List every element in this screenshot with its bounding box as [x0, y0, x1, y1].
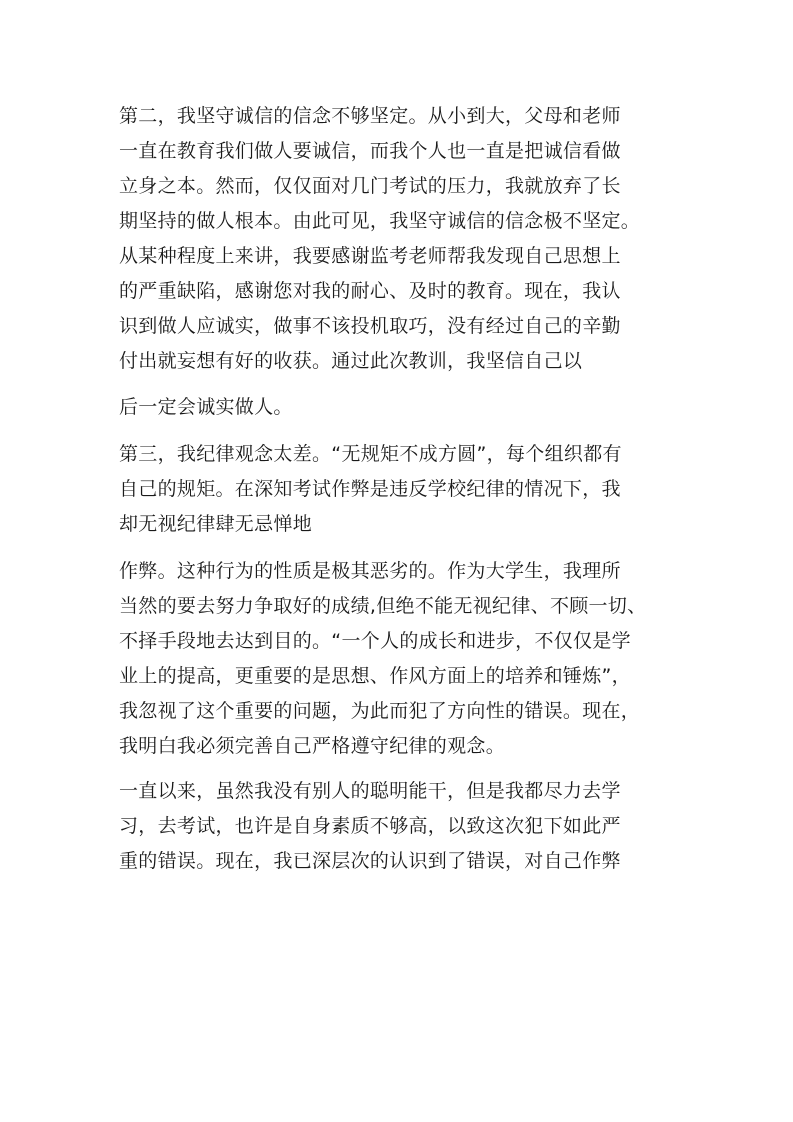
paragraph-1-line-7: 识到做人应诚实，做事不该投机取巧，没有经过自己的辛勤: [119, 315, 621, 337]
paragraph-4-line-2: 当然的要去努力争取好的成绩,但绝不能无视纪律、不顾一切、: [119, 595, 647, 617]
paragraph-3-line-2: 自己的规矩。在深知考试作弊是违反学校纪律的情况下，我: [119, 478, 621, 500]
paragraph-1-line-4: 期坚持的做人根本。由此可见，我坚守诚信的信念极不坚定。: [119, 210, 641, 232]
paragraph-4-line-3: 不择手段地去达到目的。“一个人的成长和进步，不仅仅是学: [119, 630, 631, 652]
paragraph-4-line-6: 我明白我必须完善自己严格遵守纪律的观念。: [119, 735, 506, 757]
paragraph-5-line-3: 重的错误。现在，我已深层次的认识到了错误，对自己作弊: [119, 850, 621, 872]
paragraph-2-line-1: 后一定会诚实做人。: [119, 396, 293, 418]
paragraph-4-line-1: 作弊。这种行为的性质是极其恶劣的。作为大学生，我理所: [119, 560, 621, 582]
paragraph-1-line-5: 从某种程度上来讲，我要感谢监考老师帮我发现自己思想上: [119, 245, 621, 267]
paragraph-3-line-3: 却无视纪律肆无忌惮地: [119, 513, 313, 535]
paragraph-3-line-1: 第三，我纪律观念太差。“无规矩不成方圆”，每个组织都有: [119, 443, 622, 465]
paragraph-1-line-8: 付出就妄想有好的收获。通过此次教训，我坚信自己以: [119, 350, 583, 372]
paragraph-1-line-2: 一直在教育我们做人要诚信，而我个人也一直是把诚信看做: [119, 140, 621, 162]
paragraph-4-line-4: 业上的提高，更重要的是思想、作风方面上的培养和锤炼”，: [119, 665, 631, 687]
paragraph-1-line-6: 的严重缺陷，感谢您对我的耐心、及时的教育。现在，我认: [119, 280, 621, 302]
paragraph-5-line-2: 习，去考试，也许是自身素质不够高，以致这次犯下如此严: [119, 815, 621, 837]
paragraph-5-line-1: 一直以来，虽然我没有别人的聪明能干，但是我都尽力去学: [119, 780, 621, 802]
paragraph-4-line-5: 我忽视了这个重要的问题，为此而犯了方向性的错误。现在，: [119, 700, 641, 722]
paragraph-1-line-1: 第二，我坚守诚信的信念不够坚定。从小到大，父母和老师: [119, 105, 621, 127]
paragraph-1-line-3: 立身之本。然而，仅仅面对几门考试的压力，我就放弃了长: [119, 175, 621, 197]
